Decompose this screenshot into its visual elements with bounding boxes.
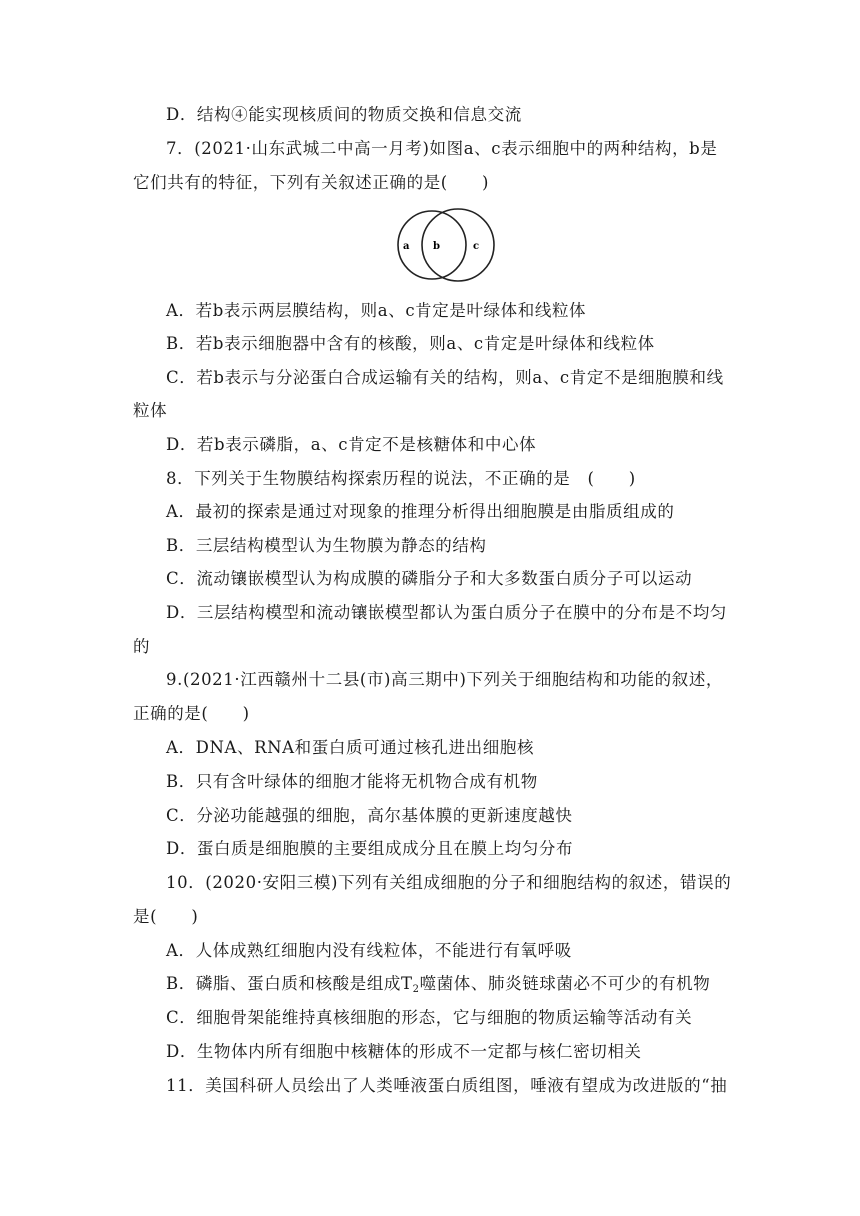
q7-option-a: A．若b表示两层膜结构，则a、c肯定是叶绿体和线粒体: [166, 301, 587, 320]
q10-option-c: C．细胞骨架能维持真核细胞的形态，它与细胞的物质运输等活动有关: [166, 1008, 693, 1027]
q7-stem-line1: 7．(2021·山东武城二中高一月考)如图a、c表示细胞中的两种结构，b是: [166, 139, 718, 158]
q8-option-b: B．三层结构模型认为生物膜为静态的结构: [166, 536, 487, 555]
q10-stem-line2: 是( ): [133, 907, 199, 926]
q10-option-d: D．生物体内所有细胞中核糖体的形成不一定都与核仁密切相关: [166, 1042, 642, 1061]
q8-option-c: C．流动镶嵌模型认为构成膜的磷脂分子和大多数蛋白质分子可以运动: [166, 569, 693, 588]
q7-stem-line2: 它们共有的特征，下列有关叙述正确的是( ): [133, 173, 490, 192]
q8-option-d-line2: 的: [133, 637, 151, 656]
q7-option-d: D．若b表示磷脂，a、c肯定不是核糖体和中心体: [166, 435, 537, 454]
q9-option-b: B．只有含叶绿体的细胞才能将无机物合成有机物: [166, 772, 538, 791]
q10-option-b: [166, 973, 710, 1001]
q9-stem-line2: 正确的是( ): [133, 704, 250, 723]
venn-diagram: [394, 207, 498, 283]
q10-option-b-pre: B．磷脂、蛋白质和核酸是组成T: [166, 974, 413, 993]
q9-option-c: C．分泌功能越强的细胞，高尔基体膜的更新速度越快: [166, 806, 573, 825]
q8-option-d-line1: D．三层结构模型和流动镶嵌模型都认为蛋白质分子在膜中的分布是不均匀: [166, 603, 728, 622]
q7-option-c-line1: C．若b表示与分泌蛋白合成运输有关的结构，则a、c肯定不是细胞膜和线: [166, 368, 724, 387]
q10-stem-line1: 10．(2020·安阳三模)下列有关组成细胞的分子和细胞结构的叙述，错误的: [166, 873, 732, 892]
q8-stem: 8．下列关于生物膜结构探索历程的说法，不正确的是 ( ): [166, 469, 636, 488]
q9-option-a: A．DNA、RNA和蛋白质可通过核孔进出细胞核: [166, 738, 535, 757]
q9-stem-line1: 9.(2021·江西赣州十二县(市)高三期中)下列关于细胞结构和功能的叙述，: [166, 670, 724, 689]
venn-label-c: c: [473, 241, 480, 252]
q6-option-d: D．结构④能实现核质间的物质交换和信息交流: [166, 105, 522, 124]
q11-stem-line1: 11．美国科研人员绘出了人类唾液蛋白质组图，唾液有望成为改进版的“抽: [166, 1076, 728, 1095]
q8-option-a: A．最初的探索是通过对现象的推理分析得出细胞膜是由脂质组成的: [166, 502, 675, 521]
venn-label-a: a: [403, 241, 410, 252]
q9-option-d: D．蛋白质是细胞膜的主要组成成分且在膜上均匀分布: [166, 839, 574, 858]
q7-option-b: B．若b表示细胞器中含有的核酸，则a、c肯定是叶绿体和线粒体: [166, 334, 655, 353]
q10-option-b-subscript: 2: [412, 984, 420, 995]
q7-option-c-line2: 粒体: [133, 401, 168, 420]
q10-option-b-post: 噬菌体、肺炎链球菌必不可少的有机物: [419, 974, 711, 993]
venn-label-b: b: [433, 241, 440, 252]
q10-option-a: A．人体成熟红细胞内没有线粒体，不能进行有氧呼吸: [166, 941, 572, 960]
